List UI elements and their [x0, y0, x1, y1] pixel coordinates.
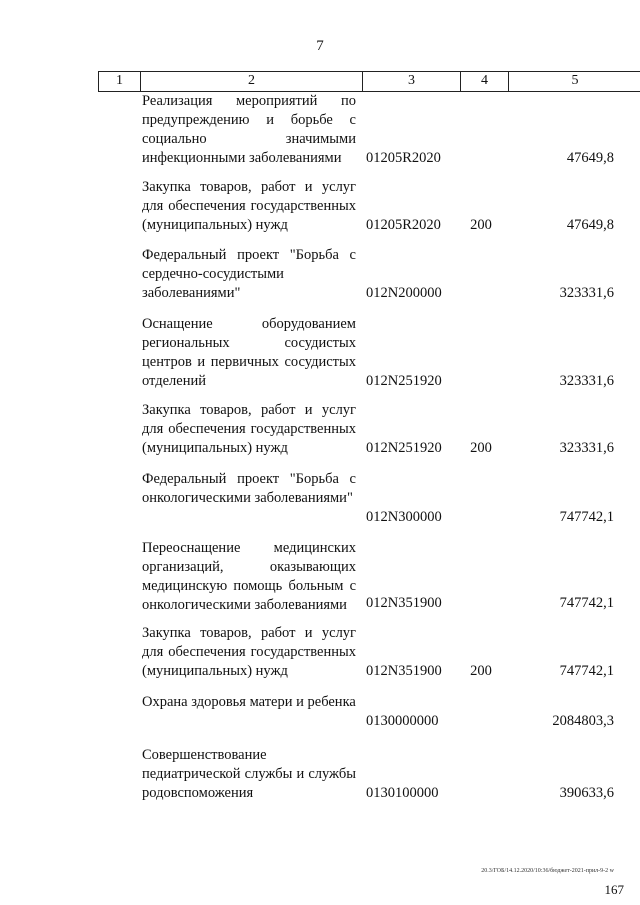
row-amount: 747742,1 — [559, 663, 614, 679]
row-amount: 747742,1 — [559, 509, 614, 525]
row-amount: 323331,6 — [559, 285, 614, 301]
row-description: Охрана здоровья матери и ребенка — [142, 694, 356, 710]
row-amount: 323331,6 — [559, 373, 614, 389]
row-code: 01205R2020 — [366, 217, 441, 233]
row-code: 012N351900 — [366, 663, 442, 679]
row-type: 200 — [470, 663, 492, 679]
row-description: Федеральный проект "Борьба с онкологическими заболеваниями" — [142, 471, 356, 506]
row-code: 01205R2020 — [366, 150, 441, 166]
document-meta: 20.3/ГОБ/14.12.2020/10:36/бюджет-2021-прил-9-2 w — [481, 868, 614, 874]
row-description: Закупка товаров, работ и услуг для обеспечения государственных (муниципальных) нужд — [142, 402, 356, 456]
row-type: 200 — [470, 217, 492, 233]
row-code: 0130000000 — [366, 713, 439, 729]
header-col-3: 3 — [362, 72, 460, 91]
row-code: 0130100000 — [366, 785, 439, 801]
sheet-number: 167 — [604, 882, 624, 897]
row-amount: 323331,6 — [559, 440, 614, 456]
row-code: 012N251920 — [366, 440, 442, 456]
row-code: 012N251920 — [366, 373, 442, 389]
row-amount: 390633,6 — [559, 785, 614, 801]
row-amount: 47649,8 — [566, 150, 614, 166]
header-col-2: 2 — [140, 72, 362, 91]
row-amount: 2084803,3 — [552, 713, 614, 729]
row-type: 200 — [470, 440, 492, 456]
row-description: Закупка товаров, работ и услуг для обеспечения государственных (муниципальных) нужд — [142, 179, 356, 233]
page-number: 7 — [316, 38, 324, 54]
row-code: 012N351900 — [366, 595, 442, 611]
row-description: Совершенствование педиатрической службы и службы родовспоможения — [142, 747, 356, 801]
row-description: Закупка товаров, работ и услуг для обеспечения государственных (муниципальных) нужд — [142, 625, 356, 679]
row-amount: 747742,1 — [559, 595, 614, 611]
table-header — [98, 71, 640, 92]
row-description: Реализация мероприятий по предупреждению и борьбе с социально значимыми инфекционными заболеваниями — [142, 93, 356, 166]
row-amount: 47649,8 — [566, 217, 614, 233]
row-code: 012N300000 — [366, 509, 442, 525]
row-description: Федеральный проект "Борьба с сердечно-сосудистыми заболеваниями" — [142, 247, 356, 301]
row-code: 012N200000 — [366, 285, 442, 301]
header-col-1: 1 — [98, 72, 140, 91]
row-description: Оснащение оборудованием региональных сосудистых центров и первичных сосудистых отделений — [142, 316, 356, 389]
row-description: Переоснащение медицинских организаций, оказывающих медицинскую помощь больным с онкологическими заболеваниями — [142, 540, 356, 613]
header-col-4: 4 — [460, 72, 508, 91]
header-col-5: 5 — [508, 72, 640, 91]
